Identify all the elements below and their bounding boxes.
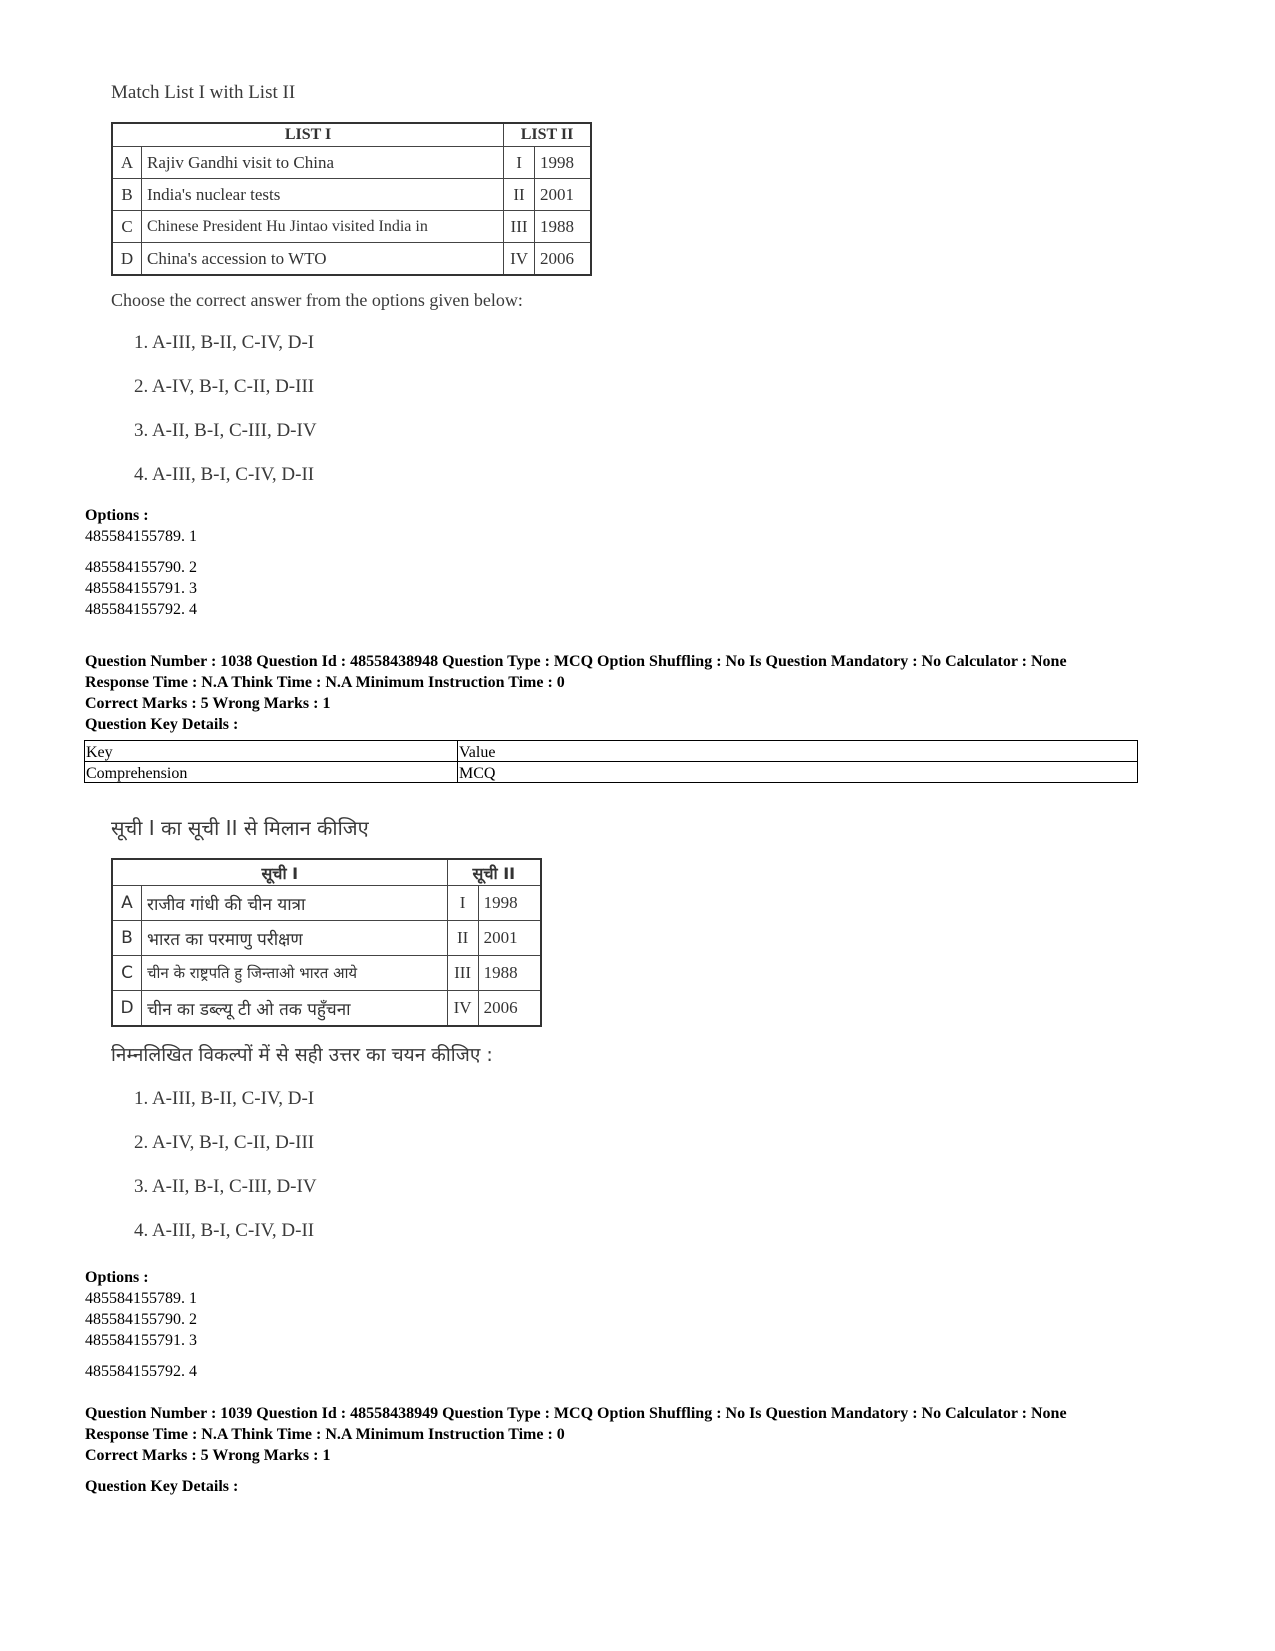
row-item: India's nuclear tests <box>142 179 504 211</box>
row-letter: B <box>112 179 142 211</box>
option-item: 485584155792. 4 <box>85 601 197 618</box>
choice-item: 2. A-IV, B-I, C-II, D-III <box>134 376 315 397</box>
table-row <box>112 886 541 921</box>
table-row <box>112 243 591 276</box>
row-item: चीन के राष्ट्रपति हु जिन्ताओ भारत आये <box>142 956 448 991</box>
row-item: राजीव गांधी की चीन यात्रा <box>142 886 448 921</box>
option-item: 485584155789. 1 <box>85 528 197 545</box>
row-year: 2001 <box>478 921 541 956</box>
row-letter: D <box>112 991 142 1027</box>
value-header: Value <box>458 741 1138 762</box>
list1-header: LIST I <box>112 123 504 147</box>
q1038-choose-text: निम्नलिखित विकल्पों में से सही उत्तर का चयन कीजिए : <box>111 1044 493 1066</box>
key-header: Key <box>85 741 458 762</box>
q1038-meta-line2: Response Time : N.A Think Time : N.A Minimum Instruction Time : 0 <box>85 674 565 691</box>
row-letter: A <box>112 886 142 921</box>
table-row <box>112 956 541 991</box>
row-letter: B <box>112 921 142 956</box>
list2-header: LIST II <box>504 123 591 147</box>
row-roman: I <box>504 147 535 179</box>
q1037-match-table <box>111 122 592 276</box>
choice-item: 1. A-III, B-II, C-IV, D-I <box>134 332 315 353</box>
options-label: Options : <box>85 1269 149 1286</box>
value-cell: MCQ <box>458 762 1138 783</box>
row-roman: II <box>447 921 478 956</box>
row-letter: C <box>112 211 142 243</box>
choice-item: 1. A-III, B-II, C-IV, D-I <box>134 1088 315 1109</box>
q1037-choice-list <box>134 321 317 497</box>
q1038-meta-line1: Question Number : 1038 Question Id : 48558438948 Question Type : MCQ Option Shuffling : No Is Question Mandatory : No Calculator : None <box>85 653 1067 670</box>
option-item: 485584155792. 4 <box>85 1363 197 1380</box>
row-item: Rajiv Gandhi visit to China <box>142 147 504 179</box>
q1038-meta-line3: Correct Marks : 5 Wrong Marks : 1 <box>85 695 331 712</box>
row-year: 1988 <box>535 211 591 243</box>
row-item: China's accession to WTO <box>142 243 504 276</box>
table-row <box>112 211 591 243</box>
choice-item: 3. A-II, B-I, C-III, D-IV <box>134 1176 317 1197</box>
table-row <box>112 147 591 179</box>
q1039-meta-line3: Correct Marks : 5 Wrong Marks : 1 <box>85 1447 331 1464</box>
option-item: 485584155790. 2 <box>85 559 197 576</box>
row-item: चीन का डब्ल्यू टी ओ तक पहुँचना <box>142 991 448 1027</box>
choice-item: 3. A-II, B-I, C-III, D-IV <box>134 420 317 441</box>
row-roman: I <box>447 886 478 921</box>
row-year: 1998 <box>478 886 541 921</box>
q1038-choice-list <box>134 1077 317 1253</box>
option-item: 485584155791. 3 <box>85 580 197 597</box>
q1039-meta-line2: Response Time : N.A Think Time : N.A Minimum Instruction Time : 0 <box>85 1426 565 1443</box>
row-letter: A <box>112 147 142 179</box>
row-year: 2006 <box>478 991 541 1027</box>
list1-header: सूची I <box>112 859 447 886</box>
row-year: 1998 <box>535 147 591 179</box>
choice-item: 4. A-III, B-I, C-IV, D-II <box>134 1220 315 1241</box>
q1037-prompt: Match List I with List II <box>111 82 296 103</box>
table-row <box>112 921 541 956</box>
table-row <box>85 741 1138 762</box>
row-letter: D <box>112 243 142 276</box>
table-row <box>112 991 541 1027</box>
row-item: भारत का परमाणु परीक्षण <box>142 921 448 956</box>
row-year: 2001 <box>535 179 591 211</box>
row-roman: II <box>504 179 535 211</box>
list2-header: सूची II <box>447 859 541 886</box>
option-item: 485584155789. 1 <box>85 1290 197 1307</box>
row-roman: III <box>504 211 535 243</box>
option-item: 485584155791. 3 <box>85 1332 197 1349</box>
q1038-meta-line4: Question Key Details : <box>85 716 239 733</box>
row-letter: C <box>112 956 142 991</box>
q1038-key-table <box>84 740 1138 783</box>
q1038-prompt: सूची I का सूची II से मिलान कीजिए <box>111 816 369 840</box>
q1038-match-table <box>111 858 542 1027</box>
choice-item: 2. A-IV, B-I, C-II, D-III <box>134 1132 315 1153</box>
options-label: Options : <box>85 507 149 524</box>
table-row <box>112 179 591 211</box>
row-roman: IV <box>447 991 478 1027</box>
q1039-meta-line4: Question Key Details : <box>85 1478 239 1495</box>
row-roman: IV <box>504 243 535 276</box>
row-roman: III <box>447 956 478 991</box>
q1037-choose-text: Choose the correct answer from the options given below: <box>111 290 523 310</box>
q1039-meta-line1: Question Number : 1039 Question Id : 48558438949 Question Type : MCQ Option Shuffling : No Is Question Mandatory : No Calculator : None <box>85 1405 1067 1422</box>
table-row <box>85 762 1138 783</box>
row-year: 2006 <box>535 243 591 276</box>
key-cell: Comprehension <box>85 762 458 783</box>
option-item: 485584155790. 2 <box>85 1311 197 1328</box>
row-year: 1988 <box>478 956 541 991</box>
row-item: Chinese President Hu Jintao visited India in <box>142 211 504 243</box>
choice-item: 4. A-III, B-I, C-IV, D-II <box>134 464 315 485</box>
